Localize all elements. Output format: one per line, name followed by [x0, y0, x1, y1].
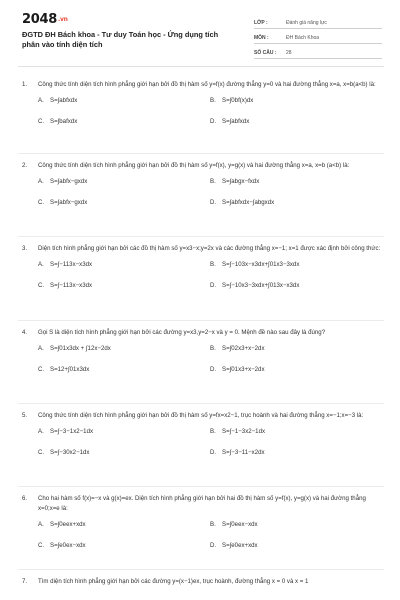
- question-7: [22, 577, 384, 587]
- question-number: 7.: [22, 578, 28, 585]
- question-2: [22, 161, 384, 219]
- option-b[interactable]: B. S=∫−103x−x3dx+∫01x3−3xdx: [210, 261, 300, 268]
- option-b[interactable]: B. S=∫−1−3x2−1dx: [210, 428, 266, 435]
- question-1: [22, 80, 384, 138]
- question-text: Gọi S là diện tích hình phẳng giới hạn bởi các đường y=x3,y=2−x và y = 0. Mệnh đề nào sau đây là đúng?: [38, 329, 326, 336]
- meta-count-value: 28: [286, 50, 292, 56]
- question-number: 5.: [22, 412, 28, 419]
- question-text: Tìm diện tích hình phẳng giới hạn bởi các đường y=(x−1)ex, trục hoành, đường thẳng x = 0 và x = 1: [38, 578, 309, 585]
- option-a[interactable]: A. S=∫−113x−x3dx: [38, 261, 93, 268]
- header-divider: [18, 66, 384, 67]
- question-divider: [18, 153, 384, 154]
- document-title: ĐGTD ĐH Bách khoa - Tư duy Toán học - Ứng dụng tích phân vào tính diện tích: [22, 30, 219, 49]
- option-a[interactable]: A. S=∫0eex+xdx: [38, 521, 86, 528]
- meta-subject-key: MÔN :: [254, 35, 269, 41]
- question-divider: [18, 486, 384, 487]
- question-number: 1.: [22, 81, 28, 88]
- question-4: [22, 328, 384, 386]
- option-a[interactable]: A. S=∫abfxdx: [38, 97, 78, 104]
- site-logo[interactable]: [22, 12, 68, 27]
- option-b[interactable]: B. S=∫02x3+x−2dx: [210, 345, 265, 352]
- meta-class-value: Đánh giá năng lực: [286, 20, 327, 26]
- option-d[interactable]: D. S=∫01x3+x−2dx: [210, 366, 265, 373]
- question-text: Cho hai hàm số f(x)=−x và g(x)=ex. Diện tích hình phẳng giới hạn bởi hai đồ thị hàm số y=f(x), y=g(x) và hai đường thẳng x=0;x=e là:: [38, 495, 366, 512]
- question-5: [22, 411, 384, 469]
- option-c[interactable]: C. S=∫abfx−gxdx: [38, 199, 88, 206]
- option-c[interactable]: C. S=12+∫01x3dx: [38, 366, 90, 373]
- meta-subject-row: [254, 29, 382, 44]
- logo-suffix: .vn: [57, 16, 68, 23]
- meta-count-key: SỐ CÂU :: [254, 50, 277, 56]
- logo-text: 2048: [22, 12, 57, 27]
- meta-count-row: [254, 44, 382, 59]
- question-divider: [18, 320, 384, 321]
- option-b[interactable]: B. S=∫0eex−xdx: [210, 521, 258, 528]
- option-a[interactable]: A. S=∫−3−1x2−1dx: [38, 428, 94, 435]
- document-header: [0, 0, 400, 62]
- document-meta: [254, 14, 382, 59]
- meta-class-row: [254, 14, 382, 29]
- question-number: 3.: [22, 245, 28, 252]
- question-text: Công thức tính diện tích hình phẳng giới hạn bởi đồ thị hàm số y=fx=x2−1, trục hoành và hai đường thẳng x=−1;x=−3 là:: [38, 412, 364, 419]
- option-a[interactable]: A. S=∫abfx−gxdx: [38, 178, 88, 185]
- question-divider: [18, 236, 384, 237]
- question-text: Công thức tính diện tích hình phẳng giới hạn bởi đồ thị hàm số y=f(x) đường thẳng y=0 và hai đường thẳng x=a, x=b(a<b) là:: [38, 81, 376, 88]
- option-b[interactable]: B. S=∫0bf(x)dx: [210, 97, 254, 104]
- option-c[interactable]: C. S=∫e0ex−xdx: [38, 542, 86, 549]
- option-d[interactable]: D. S=∫−3−11−x2dx: [210, 449, 265, 456]
- question-text: Công thức tính diện tích hình phẳng giới hạn bởi đồ thị hàm số y=f(x), y=g(x) và hai đường thẳng x=a, x=b (a<b) là:: [38, 162, 350, 169]
- option-d[interactable]: D. S=∫−10x3−3xdx+∫013x−x3dx: [210, 282, 300, 289]
- option-d[interactable]: D. S=∫abfxdx: [210, 118, 250, 125]
- option-c[interactable]: C. S=∫−113x−x3dx: [38, 282, 93, 289]
- question-number: 2.: [22, 162, 28, 169]
- question-number: 4.: [22, 329, 28, 336]
- meta-subject-value: ĐH Bách Khoa: [286, 35, 320, 41]
- question-divider: [18, 569, 384, 570]
- option-b[interactable]: B. S=∫abgx−fxdx: [210, 178, 260, 185]
- option-c[interactable]: C. S=∫bafxdx: [38, 118, 78, 125]
- option-a[interactable]: A. S=∫01x3dx + ∫12x−2dx: [38, 345, 111, 352]
- meta-class-key: LỚP :: [254, 20, 268, 26]
- option-d[interactable]: D. S=∫abfxdx−∫abgxdx: [210, 199, 275, 206]
- question-6: [22, 494, 384, 562]
- question-number: 6.: [22, 495, 28, 502]
- question-3: [22, 244, 384, 302]
- option-c[interactable]: C. S=∫−30x2−1dx: [38, 449, 90, 456]
- option-d[interactable]: D. S=∫e0ex+xdx: [210, 542, 258, 549]
- question-text: Diện tích hình phẳng giới hạn bởi các đồ thị hàm số y=x3−x;y=2x và các đường thẳng x=−1; x=1 được xác định bởi công thức:: [38, 245, 381, 252]
- question-divider: [18, 403, 384, 404]
